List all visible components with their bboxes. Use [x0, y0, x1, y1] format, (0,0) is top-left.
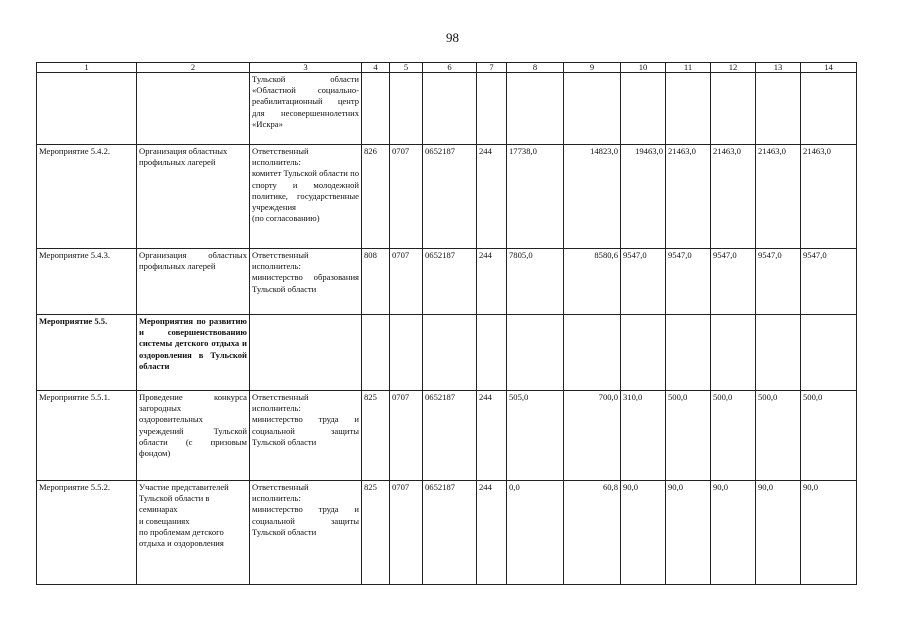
- value-cell: [666, 315, 711, 391]
- column-header: 7: [477, 63, 507, 73]
- column-header: 4: [362, 63, 390, 73]
- vr-cell: 244: [477, 249, 507, 315]
- measure-cell: Мероприятие 5.4.3.: [37, 249, 137, 315]
- grbs-cell: [362, 315, 390, 391]
- value-cell: 90,0: [711, 481, 756, 585]
- csr-cell: [423, 315, 477, 391]
- column-number-row: [37, 63, 857, 73]
- measure-name-cell: Организация областных профильных лагерей: [137, 249, 250, 315]
- executor-cell: Тульской области «Областной социально-реабилитационный центр для несовершеннолетних «Искра»: [250, 73, 362, 145]
- budget-table: [36, 62, 857, 585]
- csr-cell: 0652187: [423, 391, 477, 481]
- csr-cell: 0652187: [423, 145, 477, 249]
- value-cell: [564, 315, 621, 391]
- table-row: [37, 73, 857, 145]
- value-cell: 90,0: [666, 481, 711, 585]
- measure-name-cell: Мероприятия по развитию и совершенствованию системы детского отдыха и оздоровления в Тульской области: [137, 315, 250, 391]
- table-row: [37, 481, 857, 585]
- value-cell: [711, 315, 756, 391]
- value-cell: 90,0: [756, 481, 801, 585]
- value-cell: 500,0: [801, 391, 857, 481]
- measure-name-cell: Проведение конкурса загородных оздоровительных учреждений Тульской области (с призовым фондом): [137, 391, 250, 481]
- measure-cell: Мероприятие 5.5.1.: [37, 391, 137, 481]
- value-cell: [666, 73, 711, 145]
- grbs-cell: 826: [362, 145, 390, 249]
- value-cell: [801, 315, 857, 391]
- value-cell: 700,0: [564, 391, 621, 481]
- value-cell: 21463,0: [711, 145, 756, 249]
- column-header: 6: [423, 63, 477, 73]
- rz-cell: 0707: [390, 249, 423, 315]
- grbs-cell: 825: [362, 481, 390, 585]
- measure-cell: Мероприятие 5.5.: [37, 315, 137, 391]
- csr-cell: 0652187: [423, 249, 477, 315]
- vr-cell: 244: [477, 145, 507, 249]
- value-cell: 505,0: [507, 391, 564, 481]
- value-cell: 500,0: [711, 391, 756, 481]
- rz-cell: 0707: [390, 481, 423, 585]
- grbs-cell: [362, 73, 390, 145]
- value-cell: [507, 73, 564, 145]
- measure-name-cell: Участие представителей Тульской области в семинарах и совещаниях по проблемам детского отдыха и оздоровления: [137, 481, 250, 585]
- value-cell: 9547,0: [666, 249, 711, 315]
- value-cell: [756, 73, 801, 145]
- vr-cell: 244: [477, 481, 507, 585]
- value-cell: 310,0: [621, 391, 666, 481]
- grbs-cell: 825: [362, 391, 390, 481]
- table-row: [37, 249, 857, 315]
- column-header: 8: [507, 63, 564, 73]
- executor-cell: Ответственный исполнитель: министерство образования Тульской области: [250, 249, 362, 315]
- value-cell: 9547,0: [756, 249, 801, 315]
- rz-cell: 0707: [390, 391, 423, 481]
- measure-name-cell: [137, 73, 250, 145]
- value-cell: 8580,6: [564, 249, 621, 315]
- column-header: 9: [564, 63, 621, 73]
- column-header: 11: [666, 63, 711, 73]
- table-row: [37, 315, 857, 391]
- vr-cell: [477, 73, 507, 145]
- rz-cell: [390, 315, 423, 391]
- executor-cell: Ответственный исполнитель: комитет Тульской области по спорту и молодежной политике, государственные учреждения (по согласованию): [250, 145, 362, 249]
- value-cell: [756, 315, 801, 391]
- value-cell: [801, 73, 857, 145]
- vr-cell: [477, 315, 507, 391]
- column-header: 13: [756, 63, 801, 73]
- value-cell: 60,8: [564, 481, 621, 585]
- value-cell: 17738,0: [507, 145, 564, 249]
- measure-cell: [37, 73, 137, 145]
- value-cell: 19463,0: [621, 145, 666, 249]
- column-header: 3: [250, 63, 362, 73]
- grbs-cell: 808: [362, 249, 390, 315]
- column-header: 10: [621, 63, 666, 73]
- value-cell: 7805,0: [507, 249, 564, 315]
- rz-cell: 0707: [390, 145, 423, 249]
- value-cell: 14823,0: [564, 145, 621, 249]
- table-row: [37, 391, 857, 481]
- measure-cell: Мероприятие 5.5.2.: [37, 481, 137, 585]
- value-cell: 21463,0: [666, 145, 711, 249]
- executor-cell: [250, 315, 362, 391]
- value-cell: 500,0: [666, 391, 711, 481]
- vr-cell: 244: [477, 391, 507, 481]
- table-row: [37, 145, 857, 249]
- executor-cell: Ответственный исполнитель: министерство труда и социальной защиты Тульской области: [250, 391, 362, 481]
- value-cell: 21463,0: [801, 145, 857, 249]
- value-cell: 9547,0: [621, 249, 666, 315]
- value-cell: 0,0: [507, 481, 564, 585]
- executor-cell: Ответственный исполнитель: министерство труда и социальной защиты Тульской области: [250, 481, 362, 585]
- csr-cell: [423, 73, 477, 145]
- value-cell: [621, 315, 666, 391]
- value-cell: 9547,0: [801, 249, 857, 315]
- column-header: 12: [711, 63, 756, 73]
- value-cell: [564, 73, 621, 145]
- page-number: 98: [446, 30, 459, 45]
- column-header: 14: [801, 63, 857, 73]
- csr-cell: 0652187: [423, 481, 477, 585]
- value-cell: 9547,0: [711, 249, 756, 315]
- column-header: 2: [137, 63, 250, 73]
- value-cell: [507, 315, 564, 391]
- measure-name-cell: Организация областных профильных лагерей: [137, 145, 250, 249]
- column-header: 5: [390, 63, 423, 73]
- column-header: 1: [37, 63, 137, 73]
- value-cell: [621, 73, 666, 145]
- value-cell: 500,0: [756, 391, 801, 481]
- rz-cell: [390, 73, 423, 145]
- value-cell: [711, 73, 756, 145]
- value-cell: 90,0: [801, 481, 857, 585]
- measure-cell: Мероприятие 5.4.2.: [37, 145, 137, 249]
- value-cell: 90,0: [621, 481, 666, 585]
- value-cell: 21463,0: [756, 145, 801, 249]
